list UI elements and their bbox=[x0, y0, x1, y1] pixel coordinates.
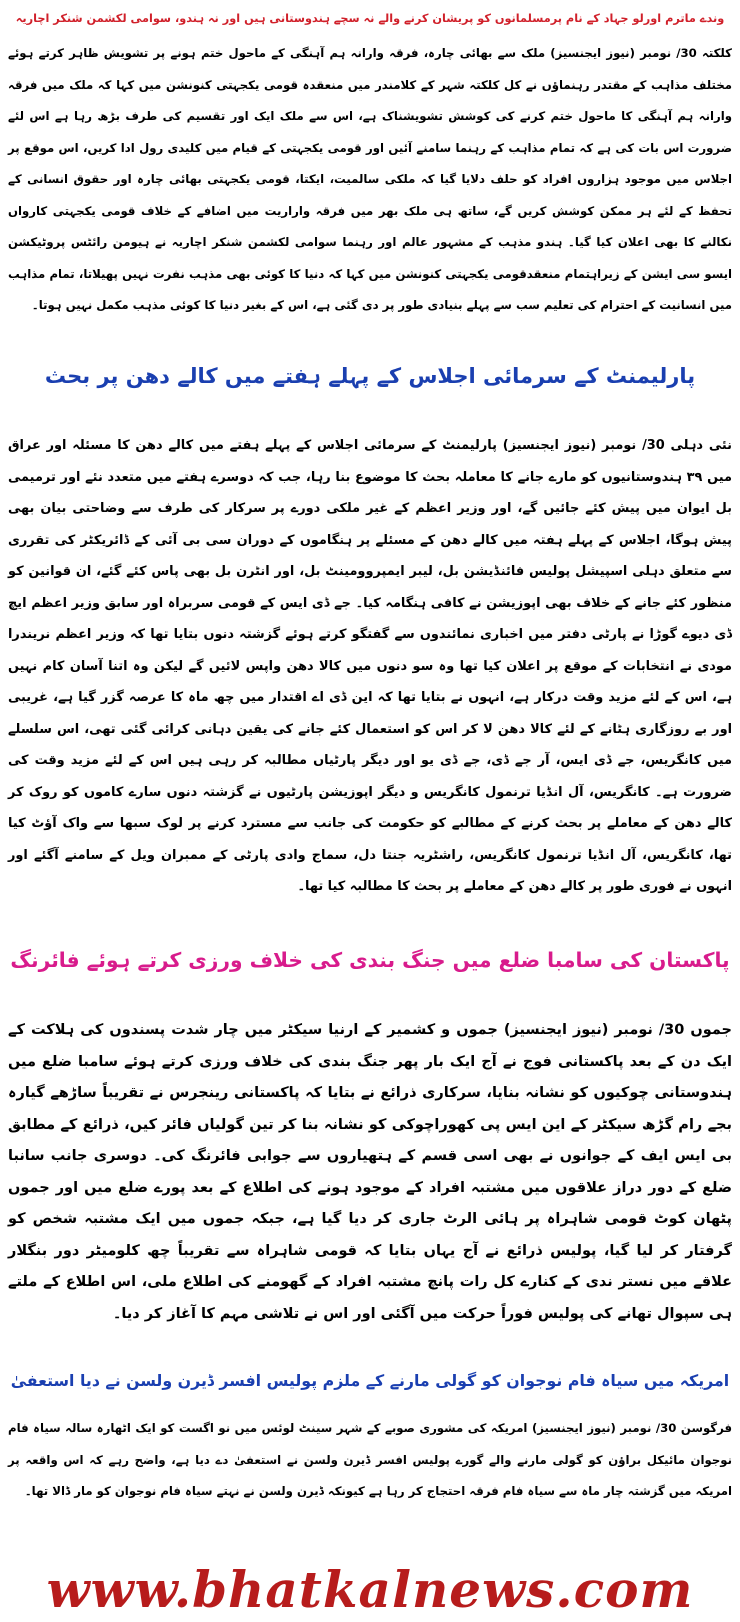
section-body-black-money: نئی دہلی 30/ نومبر (نیوز ایجنسیز) پارلیمنٹ کے سرمائی اجلاس کے پہلے ہفتے میں کالے دھن کا مسئلہ اور عراق میں ۳۹ ہندوستانیوں کو مارے جانے کا معاملہ بحث کا موضوع بنا رہا، جب کہ دوسرے ہفتے میں متعدد نئے اور ترمیمی بل ایوان میں پیش کئے جائیں گے، اور وزیر اعظم کے غیر ملکی دورے پر سرکار کی طرف سے وضاحتی بیان بھی پیش ہوگا، اجلاس کے پہلے ہفتہ میں کالے دھن کے مسئلے پر ہنگاموں کے دوران سی بی آئی کے ڈائریکٹر کی تقرری سے متعلق دہلی اسپیشل پولیس فائنڈیشن بل، لیبر ایمپروومینٹ بل، اور انٹرن بل بھی پاس کئے گئے، ان قوانین کو منظور کئے جانے کے خلاف بھی اپوزیشن نے کافی ہنگامہ کیا۔ جے ڈی ایس کے قومی سربراہ اور سابق وزیر اعظم ایچ ڈی دیوے گوڑا نے پارٹی دفتر میں اخباری نمائندوں سے گفتگو کرتے ہوئے گزشتہ دنوں بتایا تھا کہ وزیر اعظم نریندرا مودی نے انتخابات کے موقع پر اعلان کیا تھا وہ سو دنوں میں کالا دھن واپس لائیں گے لیکن وہ اتنا آسان کام نہیں ہے، اس کے لئے مزید وقت درکار ہے، انہوں نے بتایا تھا کہ این ڈی اے اقتدار میں چھ ماہ کا عرصہ گزر گیا ہے، غریبی اور بے روزگاری ہٹانے کے لئے کالا دھن لا کر اس کو استعمال کئے جانے کی یقین دہانی کرائی گئی تھی، اس سلسلے میں کانگریس، جے ڈی ایس، آر جے ڈی، جے ڈی یو اور دیگر پارٹیاں مطالبہ کر رہی ہیں اس کے لئے مزید وقت کی ضرورت ہے۔ کانگریس، آل انڈیا ترنمول کانگریس و دیگر اپوزیشن پارٹیوں نے گزشتہ دنوں سارے کاموں کو روک کر کالے دھن کے معاملے پر بحث کرنے کے مطالبے کو حکومت کی جانب سے مسترد کرنے پر لوک سبھا سے واک آؤٹ کیا تھا، کانگریس، آل انڈیا ترنمول کانگریس، راشٹریہ جنتا دل، سماج وادی پارٹی کے ممبران ویل کے سامنے آگئے اور انہوں نے فوری طور پر کالے دھن کے معاملے پر بحث کا مطالبہ کیا تھا۔ bbox=[8, 438, 733, 894]
section-body-samba-firing: جموں 30/ نومبر (نیوز ایجنسیز) جموں و کشمیر کے ارنیا سیکٹر میں چار شدت پسندوں کی ہلاکت کے ایک دن کے بعد پاکستانی فوج نے آج ایک بار پھر جنگ بندی کی خلاف ورزی کرتے ہوئے سامبا ضلع میں ہندوستانی چوکیوں کو نشانہ بنایا، سرکاری ذرائع نے بتایا کہ پاکستانی رینجرس نے تقریباً ساڑھے گیارہ بجے رام گڑھ سیکٹر کے این ایس پی کھوراچوکی کو نشانہ بنا کر تین گولیاں فائر کیں، ذرائع کے مطابق بی ایس ایف کے جوانوں نے بھی اسی قسم کے ہتھیاروں سے جوابی فائرنگ کی۔ دوسری جانب سانبا ضلع کے دور دراز علاقوں میں مشتبہ افراد کے موجود ہونے کی اطلاع کے بعد پورے ضلع میں اور جموں پٹھان کوٹ قومی شاہراہ پر ہائی الرٹ جاری کر دیا گیا ہے، جبکہ جموں میں ایک مشتبہ شخص کو گرفتار کر لیا گیا، پولیس ذرائع نے آج یہاں بتایا کہ قومی شاہراہ سے تقریباً چھ کلومیٹر دور بنگلار علاقے میں نستر ندی کے کنارے کل رات پانچ مشتبہ افراد کے گھومنے کی اطلاع ملی، اس اطلاع کے ملتے ہی سپوال تھانے کی پولیس فوراً حرکت میں آگئی اور اس نے تلاشی مہم کا آغاز کر دیا۔ bbox=[8, 1022, 733, 1322]
main-headline: وندے ماترم اورلو جہاد کے نام پرمسلمانوں کو پریشان کرنے والے نہ سچے ہندوستانی ہیں اور نہ ہندو، سوامی لکشمن شنکر اچاریہ bbox=[15, 12, 725, 25]
site-watermark: www.bhatkalnews.com bbox=[46, 1560, 694, 1619]
section-heading-black-money: پارلیمنٹ کے سرمائی اجلاس کے پہلے ہفتے میں کالے دھن پر بحث bbox=[44, 364, 696, 388]
section-heading-wilson-resignation: امریکہ میں سیاہ فام نوجوان کو گولی مارنے کے ملزم پولیس افسر ڈیرن ولسن نے دیا استعفیٰ bbox=[10, 1371, 730, 1390]
main-article-body: کلکتہ 30/ نومبر (نیوز ایجنسیز) ملک سے بھائی چارہ، فرقہ وارانہ ہم آہنگی کے ماحول ختم ہونے پر تشویش ظاہر کرتے ہوئے مختلف مذاہب کے مقتدر رہنماؤں نے کل کلکتہ شہر کے کلامندر میں منعقدہ قومی یکجہتی کنونشن میں کہا کہ ملک میں فرقہ وارانہ ہم آہنگی کا ماحول ختم کرنے کی کوشش تشویشناک ہے، اس سے ملک ایک اور تقسیم کی طرف بڑھ رہا ہے اس لئے ضرورت اس بات کی ہے کہ تمام مذاہب کے رہنما سامنے آئیں اور قومی یکجہتی کے قیام میں کلیدی رول ادا کریں، اس موقع پر اجلاس میں موجود ہزاروں افراد کو حلف دلایا گیا کہ ملکی سالمیت، ایکتا، قومی یکجہتی بھائی چارہ اور حقوق انسانی کے تحفظ کے لئے ہر ممکن کوشش کریں گے، ساتھ ہی ملک بھر میں فرقہ واراریت میں اضافے کے خلاف قومی یکجہتی کارواں نکالنے کا بھی اعلان کیا گیا۔ ہندو مذہب کے مشہور عالم اور رہنما سوامی لکشمن شنکر اچاریہ نے ہیومن رائٹس پروٹیکشن ایسو سی ایشن کے زیراہتمام منعقدقومی یکجہتی کنونشن میں کہا کہ دنیا کا کوئی بھی مذہب نفرت نہیں پھیلاتا، تمام مذاہب میں انسانیت کے احترام کی تعلیم سب سے پہلے بنیادی طور پر دی گئی ہے، اس کے بغیر دنیا کا کوئی مذہب مکمل نہیں ہوتا۔ bbox=[8, 46, 732, 312]
section-body-wilson-resignation: فرگوسن 30/ نومبر (نیوز ایجنسیز) امریکہ کی مشوری صوبے کے شہر سینٹ لوئس میں نو اگست کو ایک اٹھارہ سالہ سیاہ فام نوجوان مائیکل براؤن کو گولی مارنے والے گورے پولیس افسر ڈیرن ولسن نے استعفیٰ دے دیا ہے، واضح رہے کہ اس واقعہ پر امریکہ میں گزشتہ چار ماہ سے سیاہ فام فرقہ احتجاج کر رہا ہے کیونکہ ڈیرن ولسن نے نہتے سیاہ فام نوجوان کو مار ڈالا تھا۔ bbox=[8, 1421, 732, 1498]
section-heading-samba-firing: پاکستان کی سامبا ضلع میں جنگ بندی کی خلاف ورزی کرتے ہوئے فائرنگ bbox=[10, 948, 730, 972]
